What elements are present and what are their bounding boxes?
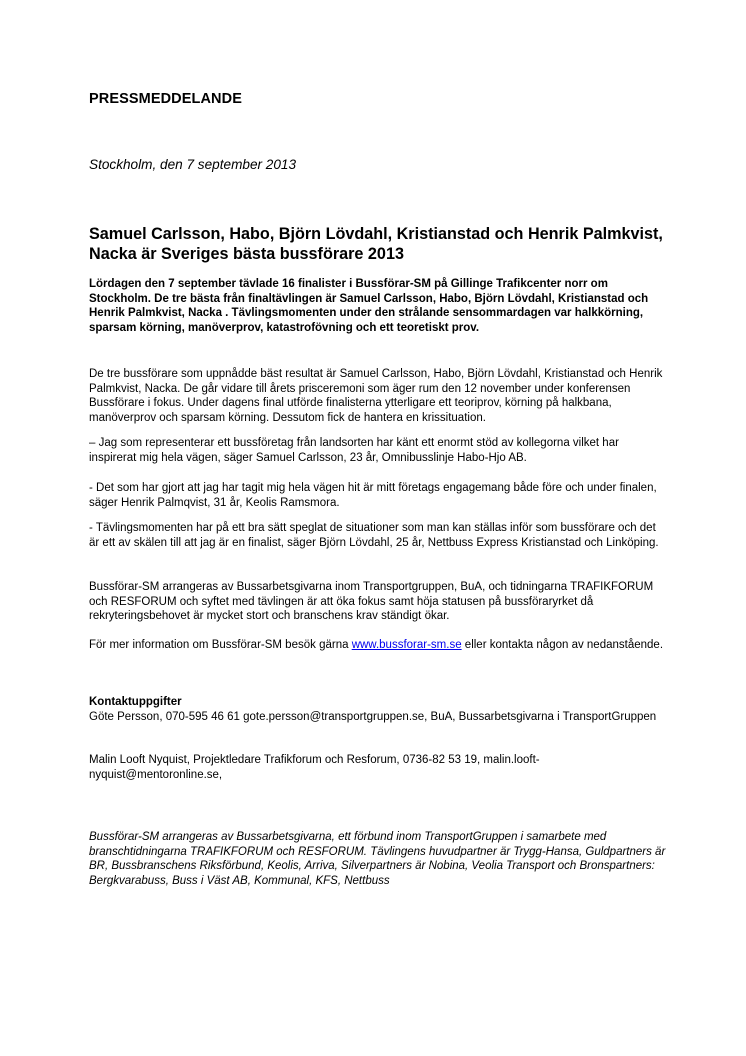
- more-info-paragraph: [89, 638, 669, 653]
- quote-paragraph-bjorn: - Tävlingsmomenten har på ett bra sätt speglat de situationer som man kan ställas inför som bussförare och det är ett av skälen till att jag är en finalist, säger Björn Lövdahl, 25 år, Nettbuss Express Kristianstad och Linköping.: [89, 522, 659, 549]
- dateline: Stockholm, den 7 september 2013: [89, 157, 297, 172]
- more-info-text-after: eller kontakta någon av nedanstående.: [461, 639, 664, 651]
- website-link[interactable]: www.bussforar-sm.se: [351, 639, 462, 651]
- body-paragraph-organizers: Bussförar-SM arrangeras av Bussarbetsgivarna inom Transportgruppen, BuA, och tidningarna TRAFIKFORUM och RESFORUM och syftet med tävlingen är att öka fokus samt höja statusen på bussföraryrket då rekryteringsbehovet är mycket stort och branschens krav ständigt ökar.: [89, 581, 654, 623]
- more-info-text-before: För mer information om Bussförar-SM besök gärna: [89, 639, 352, 651]
- document-heading: PRESSMEDDELANDE: [89, 91, 242, 107]
- contact-gote-persson: Göte Persson, 070-595 46 61 gote.persson@transportgruppen.se, BuA, Bussarbetsgivarna i TransportGruppen: [89, 711, 657, 723]
- contact-malin-looft-nyquist: Malin Looft Nyquist, Projektledare Trafikforum och Resforum, 0736-82 53 19, malin.looft-nyquist@mentoronline.se,: [89, 754, 540, 781]
- quote-paragraph-samuel: – Jag som representerar ett bussföretag från landsorten har känt ett enormt stöd av kollegorna vilket har inspirerat mig hela vägen, säger Samuel Carlsson, 23 år, Omnibusslinje Habo-Hjo AB.: [89, 437, 619, 464]
- body-paragraph-1: De tre bussförare som uppnådde bäst resultat är Samuel Carlsson, Habo, Björn Lövdahl, Kristianstad och Henrik Palmkvist, Nacka. De går vidare till årets prisceremoni som äger rum den 12 november under konferensen Bussförare i fokus. Under dagens final utförde finalisterna ytterligare ett teoriprov, körning på halkbana, manöverprov och sparsam körning. Dessutom fick de hantera en krissituation.: [89, 368, 663, 424]
- contact-heading: Kontaktuppgifter: [89, 696, 182, 708]
- footer-partners-note: Bussförar-SM arrangeras av Bussarbetsgivarna, ett förbund inom TransportGruppen i samarbete med branschtidningarna TRAFIKFORUM och RESFORUM. Tävlingens huvudpartner är Trygg-Hansa, Guldpartners är BR, Bussbranschens Riksförbund, Keolis, Arriva, Silverpartners är Nobina, Veolia Transport och Bronspartners: Bergkvarabuss, Buss i Väst AB, Kommunal, KFS, Nettbuss: [89, 831, 666, 887]
- quote-paragraph-henrik: - Det som har gjort att jag har tagit mig hela vägen hit är mitt företags engagemang både före och under finalen, säger Henrik Palmqvist, 31 år, Keolis Ramsmora.: [89, 482, 657, 509]
- lead-paragraph: Lördagen den 7 september tävlade 16 finalister i Bussförar-SM på Gillinge Trafikcenter norr om Stockholm. De tre bästa från finaltävlingen är Samuel Carlsson, Habo, Björn Lövdahl, Kristianstad och Henrik Palmkvist, Nacka . Tävlingsmomenten under den strålande sensommardagen var halkkörning, sparsam körning, manöverprov, katastrofövning och ett teoretiskt prov.: [89, 278, 649, 334]
- headline: Samuel Carlsson, Habo, Björn Lövdahl, Kristianstad och Henrik Palmkvist, Nacka är Sveriges bästa bussförare 2013: [89, 225, 663, 263]
